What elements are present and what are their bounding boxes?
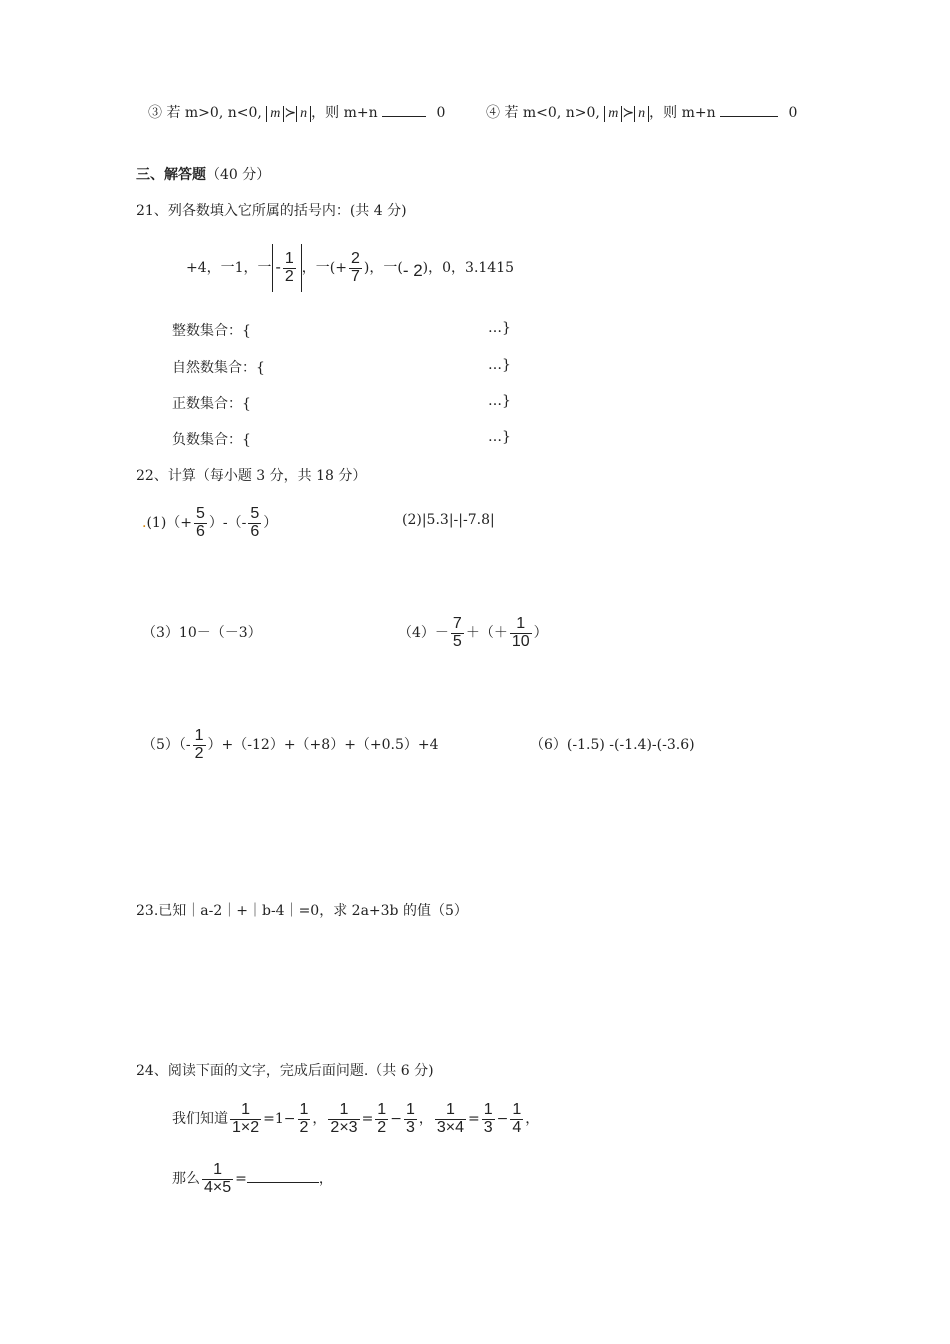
set-integers-end: …} — [488, 320, 511, 336]
q22-problem-4: （4）－ $\frac{7}{5}$ ＋（＋ $\frac{1}{10}$ ） — [398, 614, 548, 650]
q24-examples: 我们知道 $\frac{1}{1\times 2}$ =1− $\frac{1}{2}$ ， $\frac{1}{2\times 3}$ = $\frac{1}{2}$ − $\frac{1}{3}$ ， $\frac{1}{3\times 4}$ = $\frac{1}{3}$ − $\frac{1}{4}$ ， — [172, 1100, 540, 1136]
q21-title: 21、列各数填入它所属的括号内：(共 4 分) — [136, 203, 407, 219]
q22-problem-6: （6）(-1.5) -(-1.4)-(-3.6) — [530, 737, 695, 753]
q22-title: 22、计算（每小题 3 分，共 18 分） — [136, 468, 367, 484]
answer-blank[interactable] — [247, 1182, 319, 1183]
q22-problem-3: （3）10－（－3） — [142, 625, 262, 641]
q20-part3: ③ 若 m>0, n<0, m ≻ n ，则 m+n 0 — [148, 105, 446, 121]
marker-dot: . — [142, 515, 147, 531]
set-naturals: 自然数集合：{ — [172, 360, 265, 376]
abs-n: n — [296, 106, 311, 122]
q22-problem-1: .(1)（+ $\frac{5}{6}$ ）-（- $\frac{5}{6}$ ） — [142, 504, 278, 540]
set-integers: 整数集合：{ — [172, 323, 251, 339]
abs-m: m — [604, 106, 622, 122]
q22-problem-2: (2)|5.3|-|-7.8| — [402, 512, 495, 528]
q22-problem-5: （5）（- $\frac{1}{2}$ ）+（-12）+（+8）+（+0.5）+4 — [142, 726, 439, 762]
q24-title: 24、阅读下面的文字，完成后面问题.（共 6 分) — [136, 1063, 434, 1079]
abs-value: - $\frac{1}{2}$ — [272, 244, 302, 292]
set-negatives: 负数集合：{ — [172, 432, 251, 448]
section-3-heading: 三、解答题（40 分） — [136, 167, 271, 183]
answer-blank[interactable] — [720, 116, 778, 117]
set-negatives-end: …} — [488, 429, 511, 445]
abs-m: m — [266, 106, 284, 122]
q20-part4: ④ 若 m<0, n>0, m ≻ n ，则 m+n 0 — [486, 105, 798, 121]
q24-question: 那么 $\frac{1}{4\times 5}$ = ， — [172, 1160, 333, 1196]
set-positives: 正数集合：{ — [172, 396, 251, 412]
q21-numbers: +4，一1，一 - $\frac{1}{2}$ ，一(+ $\frac{2}{7}$ )，一(- 2)，0，3.1415 — [186, 244, 514, 295]
set-naturals-end: …} — [488, 357, 511, 373]
set-positives-end: …} — [488, 393, 511, 409]
q23-text: 23.已知｜a-2｜+｜b-4｜=0，求 2a+3b 的值（5） — [136, 903, 468, 919]
abs-n: n — [634, 106, 649, 122]
answer-blank[interactable] — [382, 116, 426, 117]
